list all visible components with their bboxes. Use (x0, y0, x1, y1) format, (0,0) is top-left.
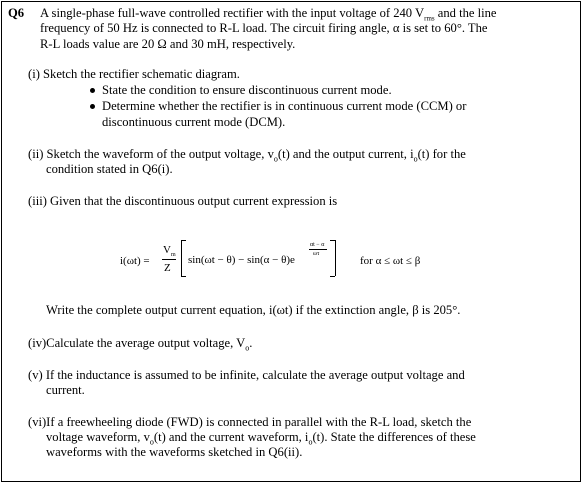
part-v-line-2: current. (46, 383, 85, 397)
exponent-bar (309, 249, 327, 250)
right-bracket (335, 240, 336, 276)
part-ii-line-2: condition stated in Q6(i). (46, 162, 173, 176)
part-i-label: (i) Sketch the rectifier schematic diagram. (28, 67, 240, 81)
bullet-icon (90, 104, 95, 109)
part-iv-label: (iv)Calculate the average output voltage, $V_o$. (28, 336, 253, 353)
part-v-line-1: (v) If the inductance is assumed to be infinite, calculate the average output voltage and (28, 368, 465, 382)
part-vi-line-1: (vi)If a freewheeling diode (FWD) is connected in parallel with the R-L load, sketch the (28, 415, 472, 429)
equation-condition: for α ≤ ωt ≤ β (360, 255, 421, 267)
equation-frac-num: $V_m$ (163, 244, 176, 259)
part-vi-line-2: voltage waveform, $v_o(t)$ and the current waveform, $i_o(t)$. State the differences of these (46, 430, 476, 447)
bullet-icon (90, 88, 95, 93)
intro-line-2: frequency of 50 Hz is connected to R-L load. The circuit firing angle, α is set to 60°. The (40, 21, 488, 35)
equation-frac-den: Z (164, 262, 171, 274)
part-iii-followup: Write the complete output current equation, i(ωt) if the extinction angle, β is 205°. (46, 303, 461, 317)
part-i-bullet-2: Determine whether the rectifier is in continuous current mode (CCM) or (102, 99, 467, 113)
equation-body: sin(ωt − θ) − sin(α − θ)e (188, 254, 295, 266)
part-ii-line-1: (ii) Sketch the waveform of the output voltage, $v_o(t)$ and the output current, $i_o(t)$ for the (28, 147, 466, 164)
question-number: Q6 (8, 6, 25, 20)
exponent-den: ωτ (313, 251, 320, 257)
part-vi-line-3: waveforms with the waveforms sketched in Q6(ii). (46, 445, 303, 459)
part-iii-label: (iii) Given that the discontinuous output current expression is (28, 194, 338, 208)
equation-lhs: i(ωt) = (120, 255, 150, 267)
intro-line-1: A single-phase full-wave controlled rectifier with the input voltage of 240 $V_{rms}$ and the line (40, 6, 497, 23)
exponent-num: αt − α (310, 242, 325, 248)
left-bracket (181, 240, 182, 276)
part-i-bullet-1: State the condition to ensure discontinuous current mode. (102, 83, 392, 97)
part-i-bullet-2-cont: discontinuous current mode (DCM). (102, 115, 286, 129)
fraction-bar (162, 259, 176, 260)
intro-line-3: R-L loads value are 20 Ω and 30 mH, respectively. (40, 37, 296, 51)
